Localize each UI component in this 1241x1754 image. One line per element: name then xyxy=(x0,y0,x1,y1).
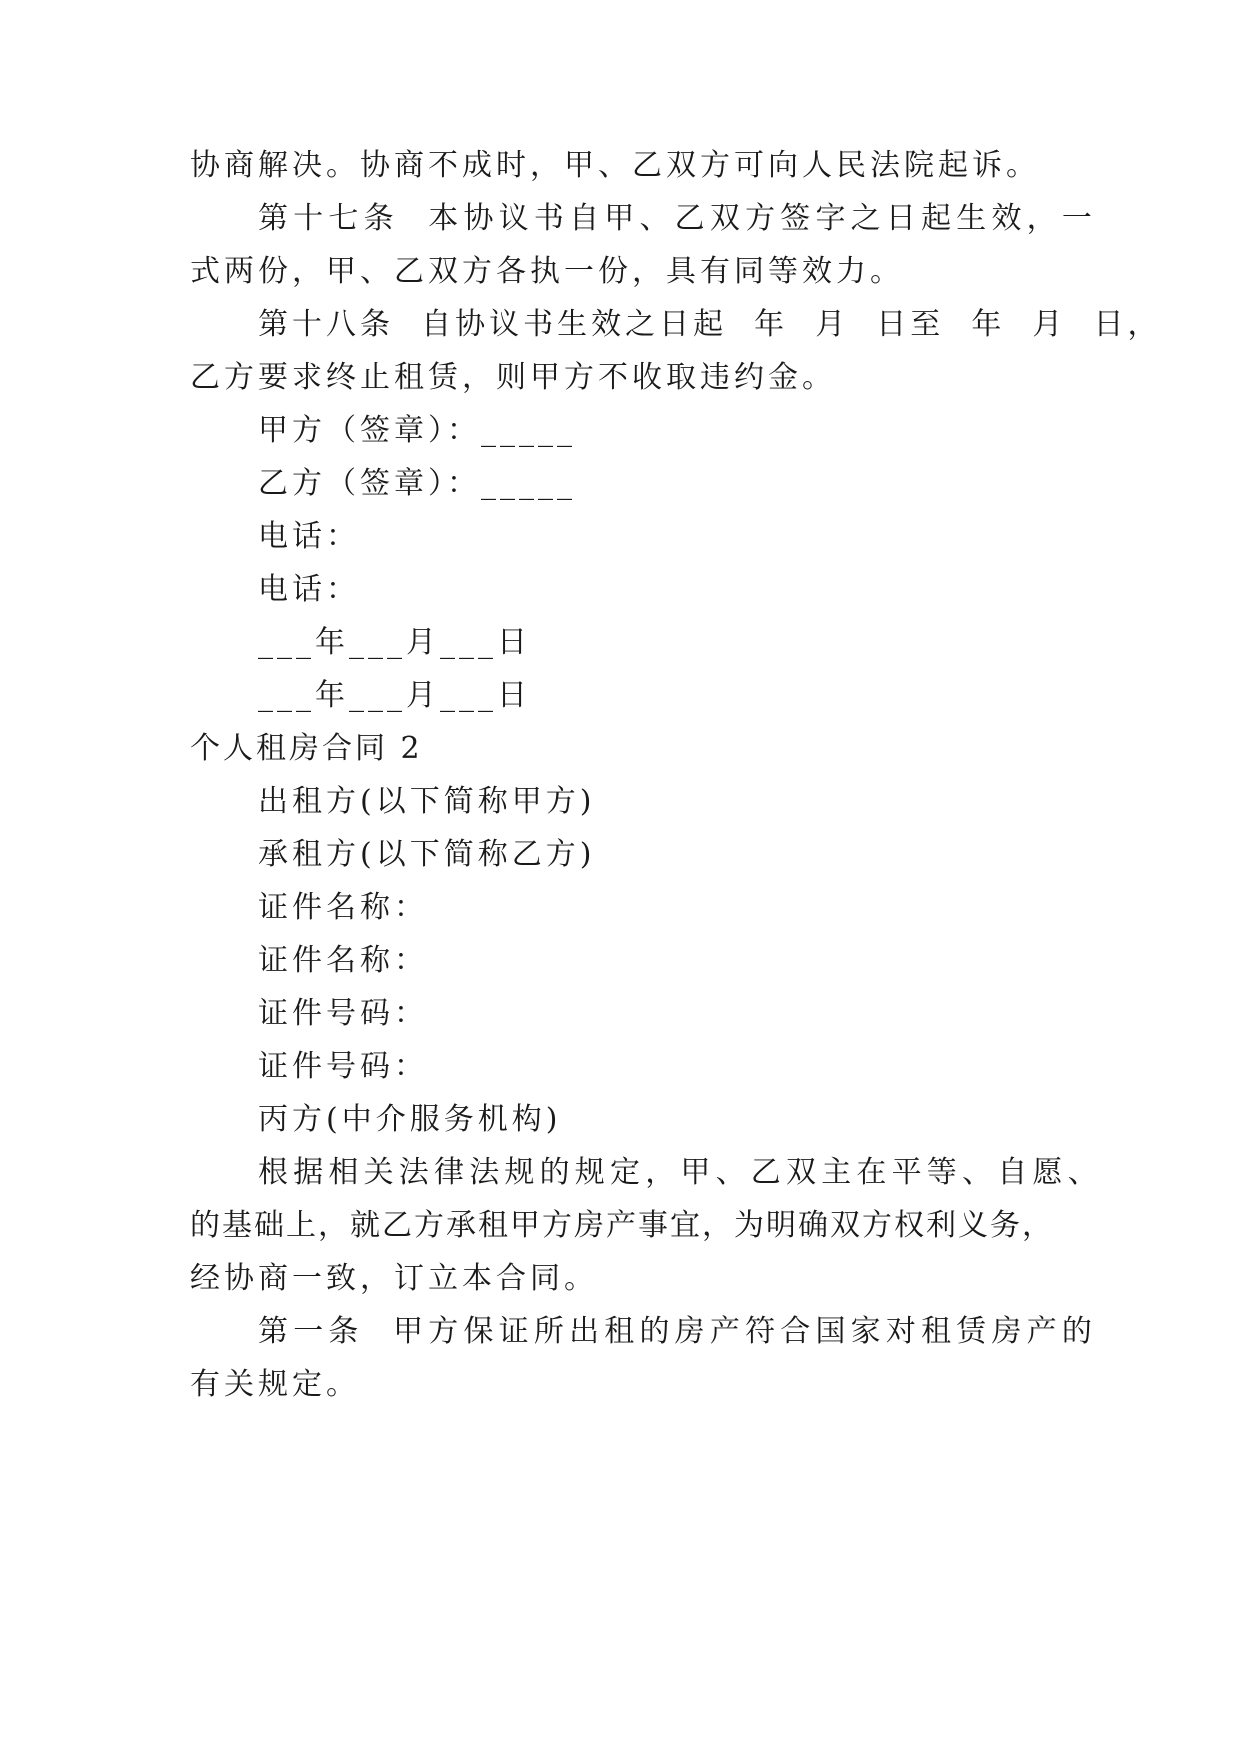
paragraph-line: 协商解决。协商不成时，甲、乙双方可向人民法院起诉。 xyxy=(190,148,1040,183)
paragraph-line: 式两份，甲、乙双方各执一份，具有同等效力。 xyxy=(190,254,904,289)
id-number-label: 证件号码： xyxy=(258,996,428,1031)
preamble-line: 根据相关法律法规的规定，甲、乙双主在平等、自愿、 xyxy=(258,1155,1103,1190)
paragraph-line: 乙方要求终止租赁，则甲方不收取违约金。 xyxy=(190,360,836,395)
lessor-line: 出租方(以下简称甲方) xyxy=(258,784,596,819)
preamble-line: 的基础上，就乙方承租甲方房产事宜，为明确双方权利义务， xyxy=(190,1208,1054,1243)
date-line: ___年___月___日 xyxy=(258,678,531,713)
party-a-signature: 甲方（签章）：_____ xyxy=(258,413,576,448)
id-number-label: 证件号码： xyxy=(258,1049,428,1084)
paragraph-line: 有关规定。 xyxy=(190,1367,360,1402)
article-18-line: 第十八条 自协议书生效之日起 年 月 日至 年 月 日， xyxy=(258,307,1162,342)
date-line: ___年___月___日 xyxy=(258,625,531,660)
phone-label: 电话： xyxy=(258,572,360,607)
id-name-label: 证件名称： xyxy=(258,943,428,978)
agency-line: 丙方(中介服务机构) xyxy=(258,1102,562,1137)
party-b-signature: 乙方（签章）：_____ xyxy=(258,466,576,501)
preamble-line: 经协商一致，订立本合同。 xyxy=(190,1261,598,1296)
lessee-line: 承租方(以下简称乙方) xyxy=(258,837,596,872)
contract-title: 个人租房合同 2 xyxy=(190,731,423,766)
article-1-line: 第一条 甲方保证所出租的房产符合国家对租赁房产的 xyxy=(258,1314,1098,1349)
article-17-line: 第十七条 本协议书自甲、乙双方签字之日起生效，一 xyxy=(258,201,1098,236)
id-name-label: 证件名称： xyxy=(258,890,428,925)
phone-label: 电话： xyxy=(258,519,360,554)
